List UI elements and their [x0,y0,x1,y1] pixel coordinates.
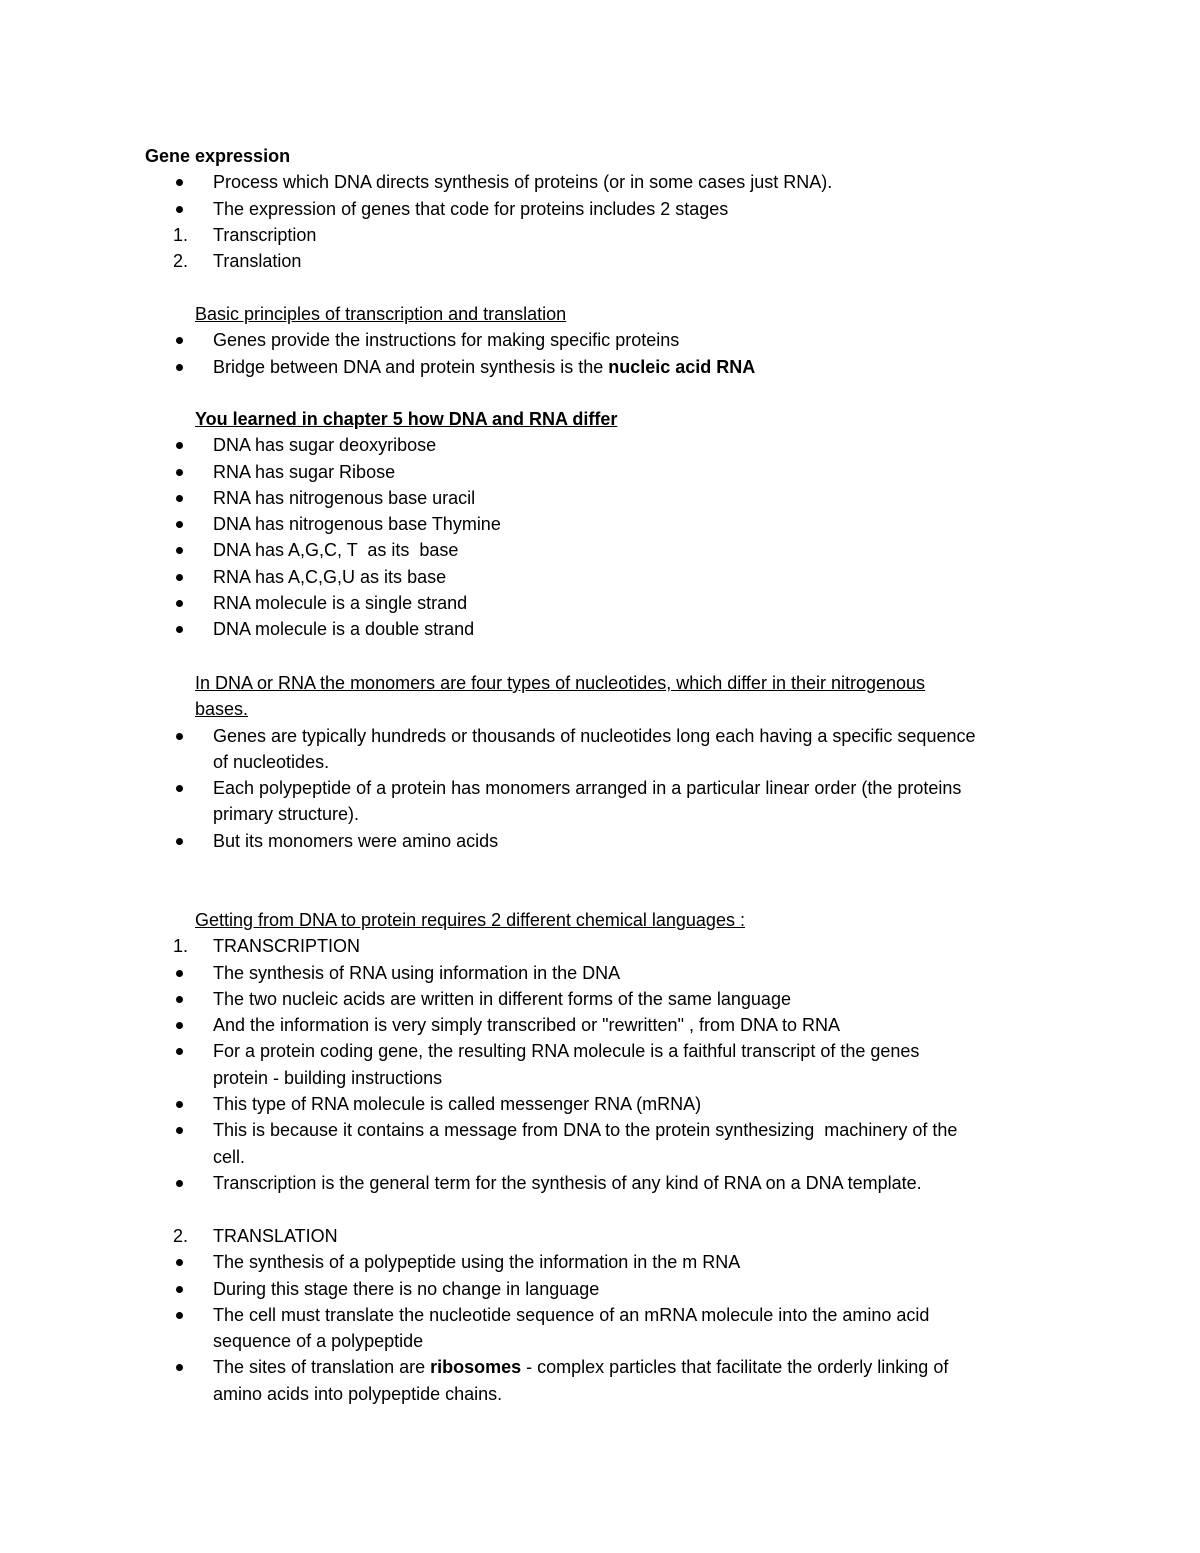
list-item-continued: cell. [213,1146,246,1167]
list-item: Process which DNA directs synthesis of proteins (or in some cases just RNA). [145,169,1065,195]
bullet-icon [176,1259,183,1266]
section-heading-continued: bases. [195,699,249,720]
list-item-continued: primary structure). [213,804,360,825]
bullet-icon [176,1127,183,1134]
list-item: The synthesis of a polypeptide using the information in the m RNA [145,1249,1065,1275]
list-item: The two nucleic acids are written in different forms of the same language [145,986,1065,1012]
bullet-icon [176,626,183,633]
list-item: Each polypeptide of a protein has monomers arranged in a particular linear order (the proteins [145,775,1065,801]
bullet-icon [176,996,183,1003]
bullet-icon [176,1101,183,1108]
list-item-continued: amino acids into polypeptide chains. [213,1383,503,1404]
bullet-icon [176,521,183,528]
bullet-icon [176,733,183,740]
dna-rna-differ-section [145,406,1065,643]
numbered-item: 1. Transcription [173,224,317,245]
bullet-icon [176,547,183,554]
bullet-icon [176,1048,183,1055]
bullet-icon [176,1364,183,1371]
bullet-icon [176,574,183,581]
bullet-icon [176,970,183,977]
bullet-icon [176,442,183,449]
gene-expression-section [145,143,1065,274]
list-item: Genes are typically hundreds or thousands of nucleotides long each having a specific sequence [145,723,1065,749]
bullet-icon [176,838,183,845]
list-item-continued: sequence of a polypeptide [213,1331,424,1352]
list-item: Transcription is the general term for the synthesis of any kind of RNA on a DNA template. [145,1170,1065,1196]
numbered-item: 2. TRANSLATION [173,1226,338,1246]
bullet-icon [176,469,183,476]
section-heading: Basic principles of transcription and translation [195,304,567,324]
basic-principles-section [145,301,1065,380]
bullet-icon [176,364,183,371]
list-item-continued: of nucleotides. [213,751,330,772]
list-item: Bridge between DNA and protein synthesis is the nucleic acid RNA [145,354,1065,380]
list-item: The synthesis of RNA using information in the DNA [145,960,1065,986]
chemical-languages-section [145,907,1065,1196]
list-item: The expression of genes that code for proteins includes 2 stages [145,196,1065,222]
monomers-section [145,670,1065,854]
bullet-icon [176,600,183,607]
section-heading: Getting from DNA to protein requires 2 different chemical languages : [195,910,745,930]
list-item: This is because it contains a message from DNA to the protein synthesizing machinery of the [145,1117,1065,1143]
numbered-item: 2. Translation [173,251,302,272]
list-item: For a protein coding gene, the resulting RNA molecule is a faithful transcript of the genes [145,1038,1065,1064]
section-heading: In DNA or RNA the monomers are four types of nucleotides, which differ in their nitrogenous [195,673,926,693]
list-item: RNA has A,C,G,U as its base [145,564,1065,590]
list-item: During this stage there is no change in language [145,1276,1065,1302]
list-item-continued: protein - building instructions [213,1067,443,1088]
section-heading: You learned in chapter 5 how DNA and RNA differ [195,409,618,429]
bullet-icon [176,179,183,186]
list-item: The cell must translate the nucleotide sequence of an mRNA molecule into the amino acid [145,1302,1065,1328]
bullet-icon [176,1312,183,1319]
list-item: This type of RNA molecule is called messenger RNA (mRNA) [145,1091,1065,1117]
list-item: And the information is very simply transcribed or "rewritten" , from DNA to RNA [145,1012,1065,1038]
translation-section [145,1223,1065,1407]
bullet-icon [176,206,183,213]
list-item: The sites of translation are ribosomes - complex particles that facilitate the orderly linking of [145,1354,1065,1380]
list-item: But its monomers were amino acids [145,828,1065,854]
list-item: RNA has sugar Ribose [145,459,1065,485]
list-item: DNA molecule is a double strand [145,616,1065,642]
bullet-icon [176,785,183,792]
list-item: Genes provide the instructions for making specific proteins [145,327,1065,353]
bullet-icon [176,1286,183,1293]
bullet-icon [176,1022,183,1029]
bullet-icon [176,1180,183,1187]
bullet-icon [176,495,183,502]
list-item: RNA has nitrogenous base uracil [145,485,1065,511]
list-item: DNA has sugar deoxyribose [145,432,1065,458]
list-item: DNA has A,G,C, T as its base [145,537,1065,563]
bullet-icon [176,337,183,344]
list-item: RNA molecule is a single strand [145,590,1065,616]
page-title: Gene expression [145,146,291,166]
list-item: DNA has nitrogenous base Thymine [145,511,1065,537]
numbered-item: 1. TRANSCRIPTION [173,936,361,957]
